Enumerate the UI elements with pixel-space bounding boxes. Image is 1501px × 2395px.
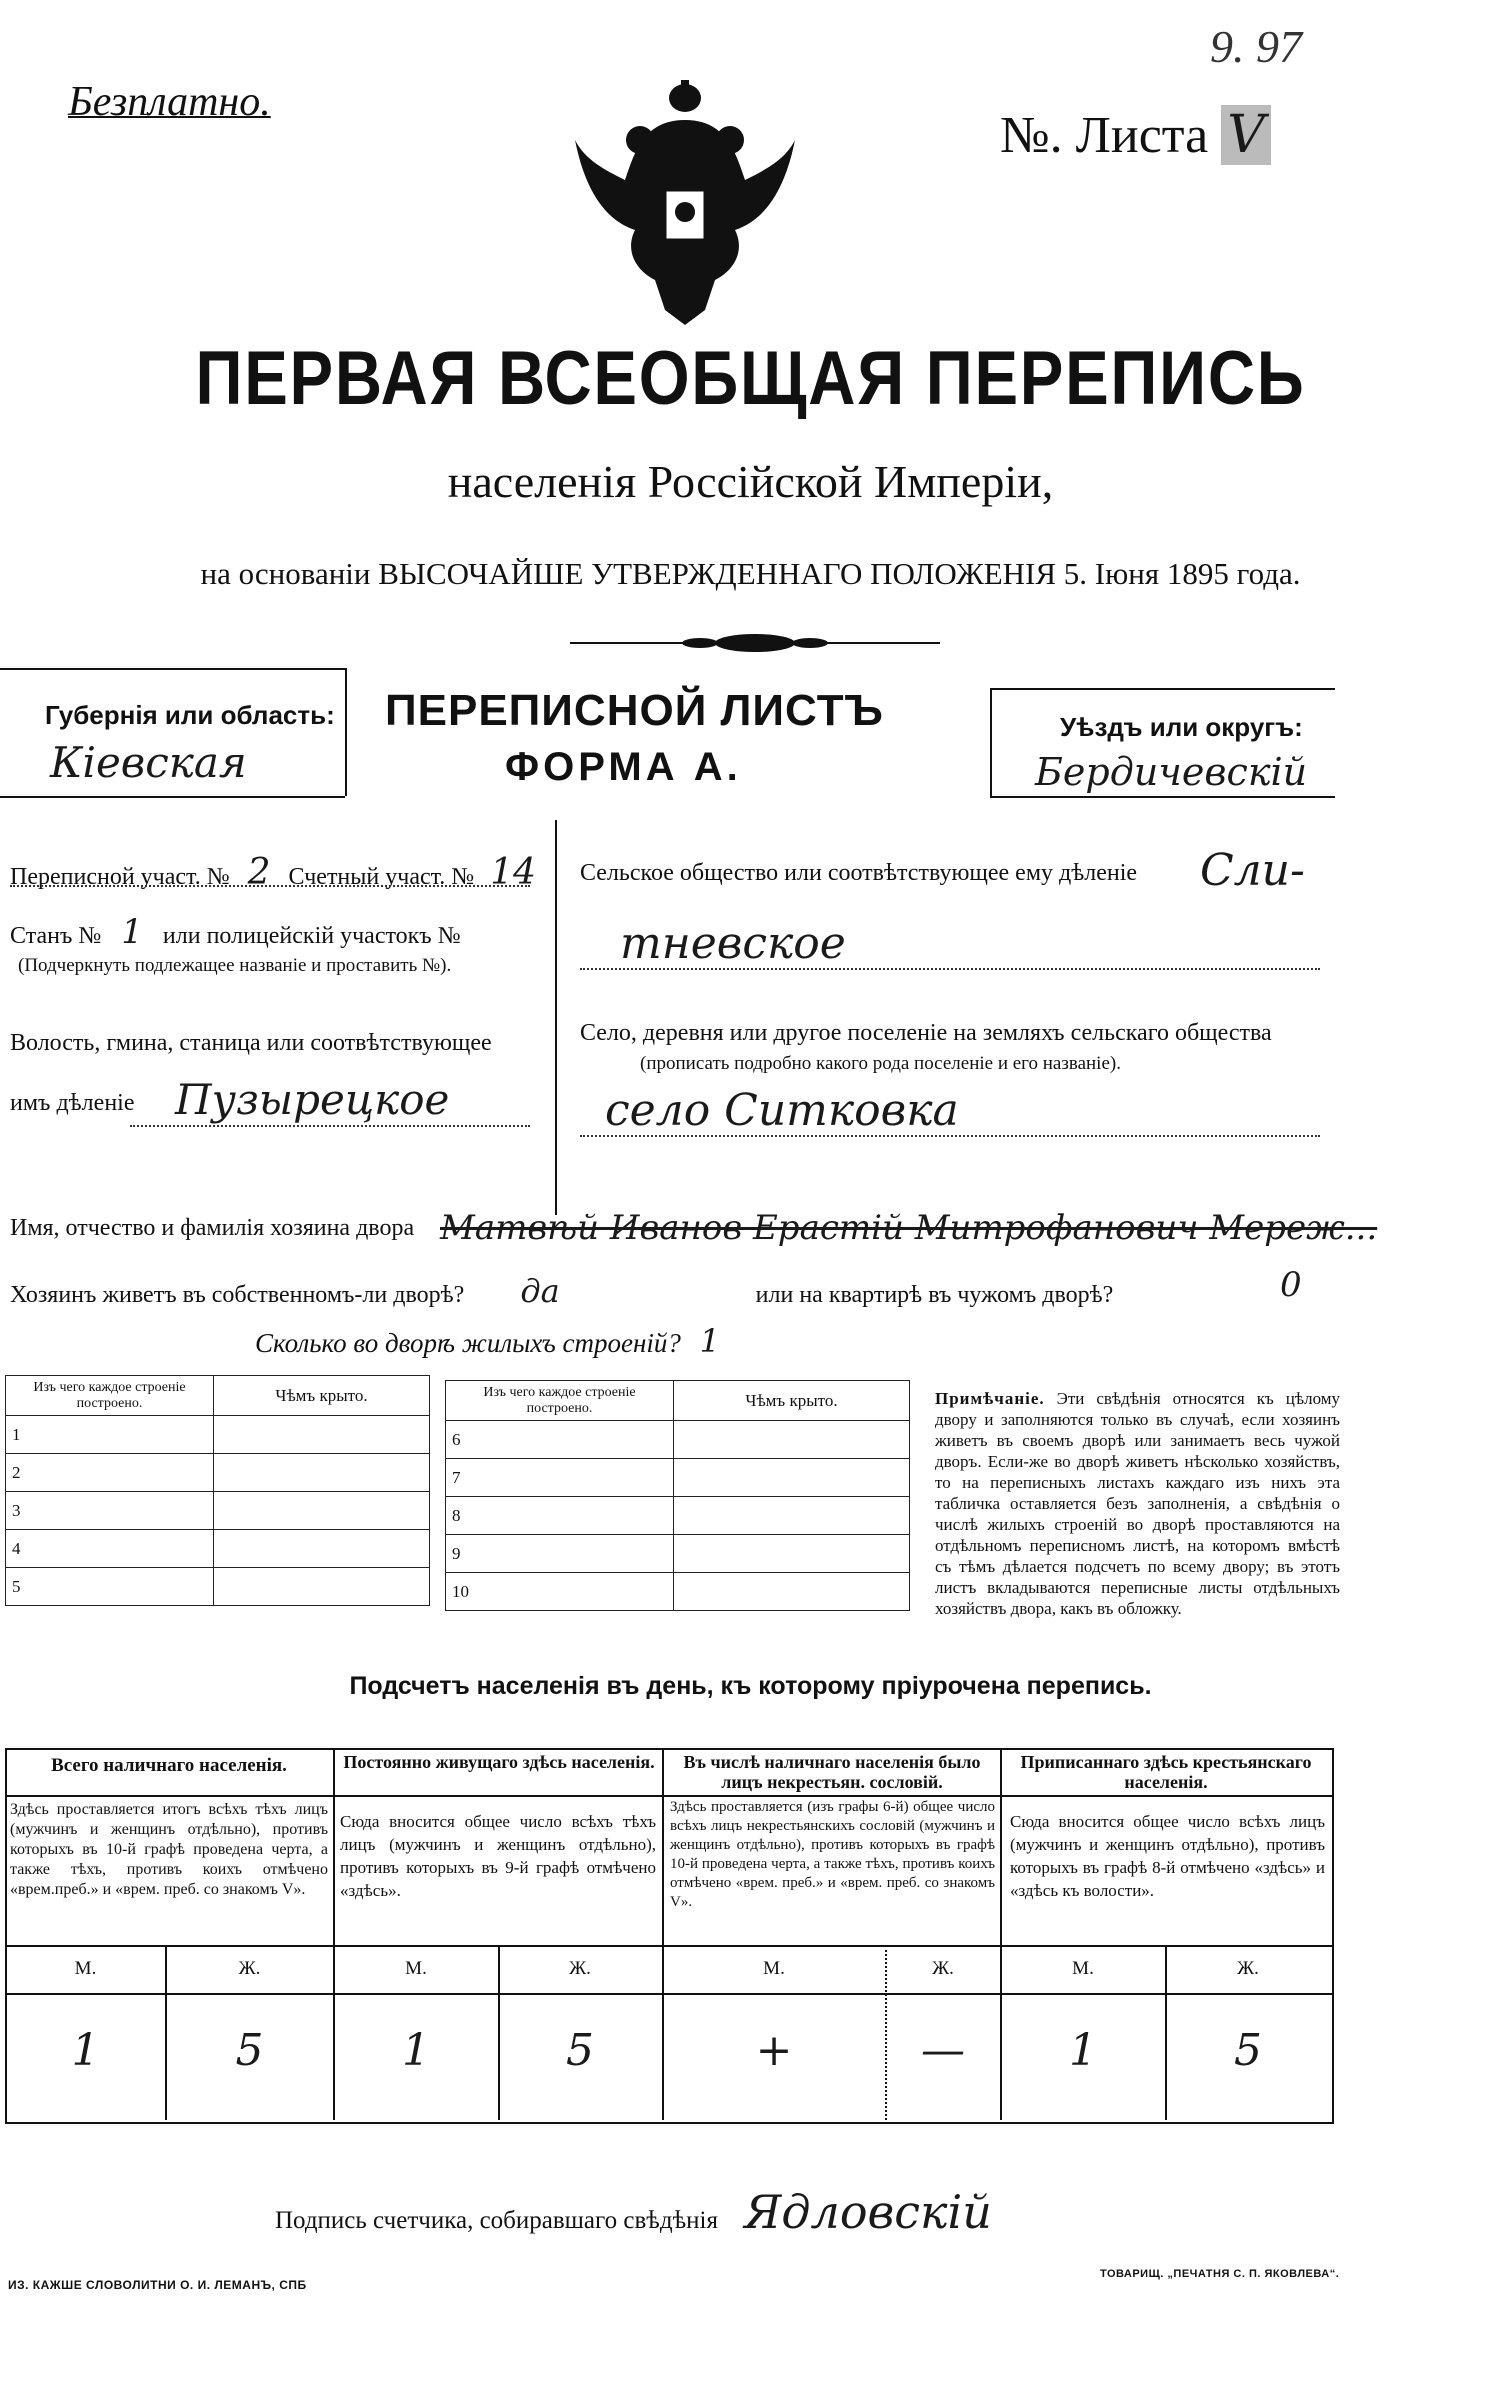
rented-label: или на квартирѣ въ чужомъ дворѣ? <box>755 1282 1114 1308</box>
pop-col3-desc: Здѣсь проставляется (изъ графы 6-й) общее число всѣхъ лицъ некрестьянскихъ сословій (мужчинъ и женщинъ отдѣльно), противъ которыхъ въ графѣ 10-й проведена черта, а также тѣхъ, противъ коихъ отмѣчено «врем. преб.» и «врем. преб. со знакомъ V». <box>670 1799 995 1910</box>
pop-col4-title: Приписаннаго здѣсь крестьянскаго населенія. <box>1020 1752 1312 1792</box>
stan-label: Станъ № <box>10 923 102 949</box>
gubernia-value: Кіевская <box>50 738 247 787</box>
village-note: (прописать подробно какого рода поселеніе и его названіе). <box>640 1053 1121 1074</box>
row-number: 9 <box>446 1535 674 1573</box>
page-title: ПЕРВАЯ ВСЕОБЩАЯ ПЕРЕПИСЬ <box>195 336 1306 421</box>
sheet-number <box>1000 105 1271 165</box>
pop-col4-m-value: 1 <box>1069 2025 1097 2076</box>
count-district-value: 14 <box>490 852 537 893</box>
pop-col1-m-label: М. <box>74 1958 97 1979</box>
corner-note: 9. 97 <box>1210 21 1302 72</box>
owner-name-value: Матвѣй Иванов Ерастій Митрофанович Мереж... <box>440 1208 1378 1248</box>
pop-col1-desc: Здѣсь проставляется итогъ всѣхъ тѣхъ лицъ (мужчинъ и женщинъ отдѣльно), противъ которыхъ въ 10-й графѣ проведена черта, а также тѣхъ, противъ коихъ отмѣчено «врем.преб.» и «врем. преб. со знакомъ V». <box>10 1801 328 1898</box>
pop-col3-m-label: М. <box>763 1958 785 1979</box>
own-yard-value: да <box>520 1272 560 1310</box>
own-yard-row <box>10 1272 1113 1310</box>
row-number: 1 <box>6 1416 214 1454</box>
sheet-title: ПЕРЕПИСНОЙ ЛИСТЪ <box>385 686 884 735</box>
basis-line: на основаніи ВЫСОЧАЙШЕ УТВЕРЖДЕННАГО ПОЛОЖЕНІЯ 5. Іюня 1895 года. <box>200 556 1301 591</box>
printer-left: ИЗ. КАЖШЕ СЛОВОЛИТНИ О. И. ЛЕМАНЪ, СПБ <box>8 2278 307 2292</box>
row-number: 10 <box>446 1573 674 1611</box>
buildings-table-left <box>5 1375 430 1606</box>
own-yard-label: Хозяинъ живетъ въ собственномъ-ли дворѣ? <box>10 1282 465 1308</box>
owner-name-label: Имя, отчество и фамилія хозяина двора <box>10 1215 415 1241</box>
emblem <box>565 80 805 330</box>
pop-col1-m-value: 1 <box>71 2025 100 2076</box>
pop-col2-m-label: М. <box>405 1958 427 1979</box>
census-district-value: 2 <box>247 852 271 893</box>
pop-col1-title: Всего наличнаго населенія. <box>51 1755 287 1776</box>
col-material: Изъ чего каждое строеніе построено. <box>6 1376 214 1416</box>
ornament-divider <box>570 632 940 654</box>
buildings-value: 1 <box>699 1322 720 1360</box>
pop-col2-desc: Сюда вносится общее число всѣхъ тѣхъ лицъ (мужчинъ и женщинъ отдѣльно), противъ которыхъ въ 9-й графѣ отмѣчено «здѣсь». <box>340 1812 656 1900</box>
pop-col3-title: Въ числѣ наличнаго населенія было лицъ некрестьян. сословій. <box>683 1752 981 1792</box>
census-district-label: Переписной участ. № <box>10 864 230 890</box>
pop-col2-m-value: 1 <box>402 2025 430 2076</box>
village-value: село Ситковка <box>605 1085 959 1136</box>
buildings-label: Сколько во дворѣ жилыхъ строеній? <box>255 1328 681 1358</box>
village-label: Село, деревня или другое поселеніе на земляхъ сельскаго общества <box>580 1020 1272 1046</box>
printer-right: ТОВАРИЩ. „ПЕЧАТНЯ С. П. ЯКОВЛЕВА“. <box>1100 2268 1340 2280</box>
stan-value: 1 <box>121 912 143 952</box>
volost-value: Пузырецкое <box>175 1075 450 1124</box>
uezd-value: Бердичевскій <box>1035 750 1308 794</box>
note-block <box>935 1388 1340 1619</box>
society-value: Сли- <box>1200 845 1305 896</box>
sheet-number-value: V <box>1221 105 1271 165</box>
uezd-label: Уѣздъ или округъ: <box>1060 712 1303 742</box>
society-label: Сельское общество или соотвѣтствующее ему дѣленіе <box>580 860 1138 886</box>
police-label: или полицейскій участокъ № <box>162 923 461 949</box>
note-text: Эти свѣдѣнія относятся къ цѣлому двору и заполняются только въ случаѣ, если хозяинъ живетъ въ своемъ дворѣ или занимаетъ весь чужой дворъ. Если-же во дворѣ живетъ нѣсколько хозяйствъ, то на переписныхъ листахъ каждаго изъ нихъ эта табличка оставляется безъ заполненія, а свѣдѣнія о числѣ жилыхъ строеній во дворѣ проставляются на отдѣльномъ переписномъ листѣ, на которомъ вмѣстѣ съ тѣмъ дѣлается подсчетъ по всему двору; въ этотъ листъ вкладываются переписные листы отдѣльныхъ хозяйствъ двора, какъ въ обложку. <box>935 1389 1341 1618</box>
free-label: Безплатно. <box>68 79 271 125</box>
row-number: 6 <box>446 1421 674 1459</box>
signature-row <box>275 2185 992 2239</box>
pop-col3-m-value: + <box>755 2025 793 2076</box>
volost-label: Волость, гмина, станица или соотвѣтствующее <box>10 1030 492 1056</box>
buildings-row <box>255 1322 720 1360</box>
pop-col4-m-label: М. <box>1072 1958 1094 1979</box>
pop-col3-f-value: — <box>921 2025 965 2076</box>
volost-label2: имъ дѣленіе <box>10 1090 135 1116</box>
row-number: 2 <box>6 1454 214 1492</box>
col-roof: Чѣмъ крыто. <box>214 1376 430 1416</box>
pop-col2-f-value: 5 <box>566 2025 594 2076</box>
pop-col2-title: Постоянно живущаго здѣсь населенія. <box>343 1752 655 1772</box>
row-number: 7 <box>446 1459 674 1497</box>
society-value-cont: тневское <box>620 918 846 969</box>
sheet-number-label: №. Листа <box>1000 107 1209 164</box>
row-number: 5 <box>6 1568 214 1606</box>
count-district-label: Счетный участ. № <box>288 864 475 890</box>
pop-col4-f-value: 5 <box>1234 2025 1262 2076</box>
pop-col2-f-label: Ж. <box>569 1958 591 1979</box>
page-subtitle: населенія Россійской Имперіи, <box>447 456 1054 507</box>
row-number: 8 <box>446 1497 674 1535</box>
pop-col1-f-value: 5 <box>235 2025 264 2076</box>
underline-note: (Подчеркнуть подлежащее названіе и проставить №). <box>18 955 452 976</box>
col-material: Изъ чего каждое строеніе построено. <box>446 1381 674 1421</box>
pop-col4-f-label: Ж. <box>1237 1958 1259 1979</box>
pop-col3-f-label: Ж. <box>932 1958 954 1979</box>
form-name: ФОРМА А. <box>505 745 742 789</box>
row-number: 3 <box>6 1492 214 1530</box>
double-headed-eagle-icon <box>565 80 805 330</box>
population-heading: Подсчетъ населенія въ день, къ которому пріурочена перепись. <box>349 1672 1152 1700</box>
gubernia-label: Губернія или область: <box>45 700 335 730</box>
buildings-table-right <box>445 1380 910 1611</box>
row-number: 4 <box>6 1530 214 1568</box>
stan-row <box>10 912 461 952</box>
signature-label: Подпись счетчика, собиравшаго свѣдѣнія <box>275 2207 718 2234</box>
note-title: Примѣчаніе. <box>935 1389 1045 1408</box>
signature-value: Ядловскій <box>744 2185 992 2239</box>
pop-col4-desc: Сюда вносится общее число всѣхъ лицъ (мужчинъ и женщинъ отдѣльно), противъ которыхъ въ графѣ 8-й отмѣчено «здѣсь» и «здѣсь къ волости». <box>1010 1812 1325 1900</box>
pop-col1-f-label: Ж. <box>238 1958 261 1979</box>
rented-value: 0 <box>1280 1265 1302 1305</box>
col-roof: Чѣмъ крыто. <box>674 1381 910 1421</box>
